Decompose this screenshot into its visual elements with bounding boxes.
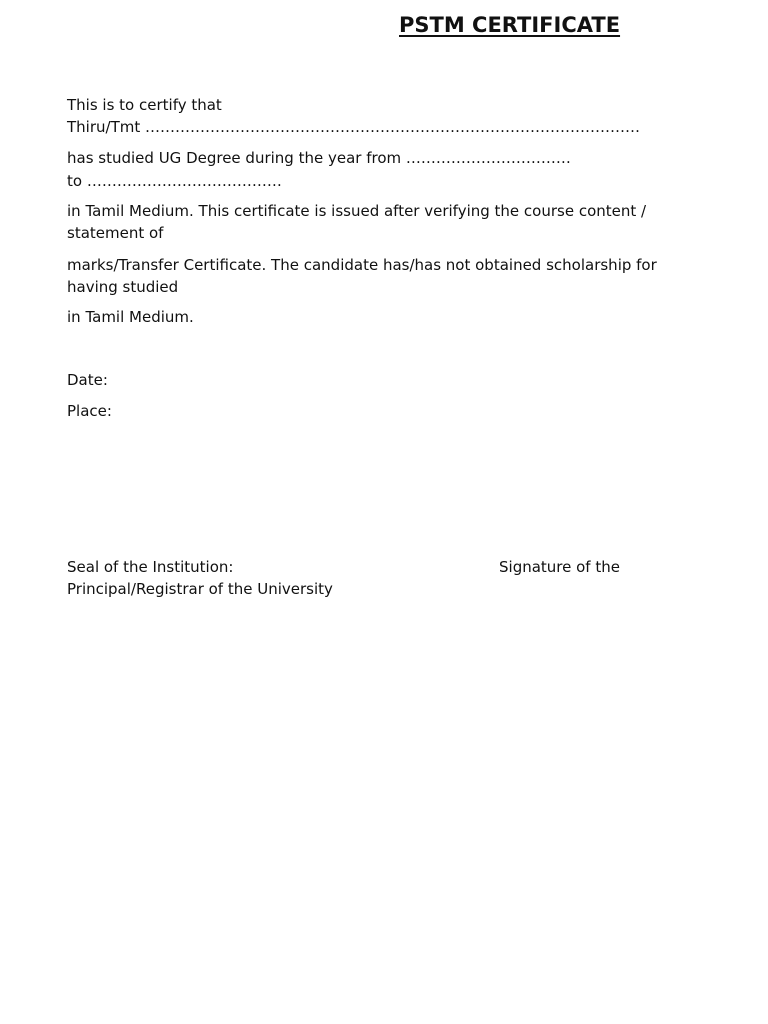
certify-intro-line: This is to certify that	[67, 96, 222, 114]
tamil-medium-line: in Tamil Medium.	[67, 308, 194, 326]
year-from-line: has studied UG Degree during the year from ……………………………	[67, 149, 571, 167]
having-studied-line: having studied	[67, 278, 179, 296]
signature-label: Signature of the	[499, 558, 620, 576]
year-to-line: to …………………………………	[67, 172, 282, 190]
scholarship-line: marks/Transfer Certificate. The candidate has/has not obtained scholarship for	[67, 256, 657, 274]
medium-line: in Tamil Medium. This certificate is issued after verifying the course content /	[67, 202, 647, 220]
name-blank-line: Thiru/Tmt ………………………………………………………………………………………	[67, 118, 640, 136]
seal-label: Seal of the Institution:	[67, 558, 234, 576]
principal-registrar-label: Principal/Registrar of the University	[67, 580, 333, 598]
place-label: Place:	[67, 402, 112, 420]
date-label: Date:	[67, 371, 108, 389]
page-title: PSTM CERTIFICATE	[399, 13, 621, 37]
statement-line: statement of	[67, 224, 164, 242]
